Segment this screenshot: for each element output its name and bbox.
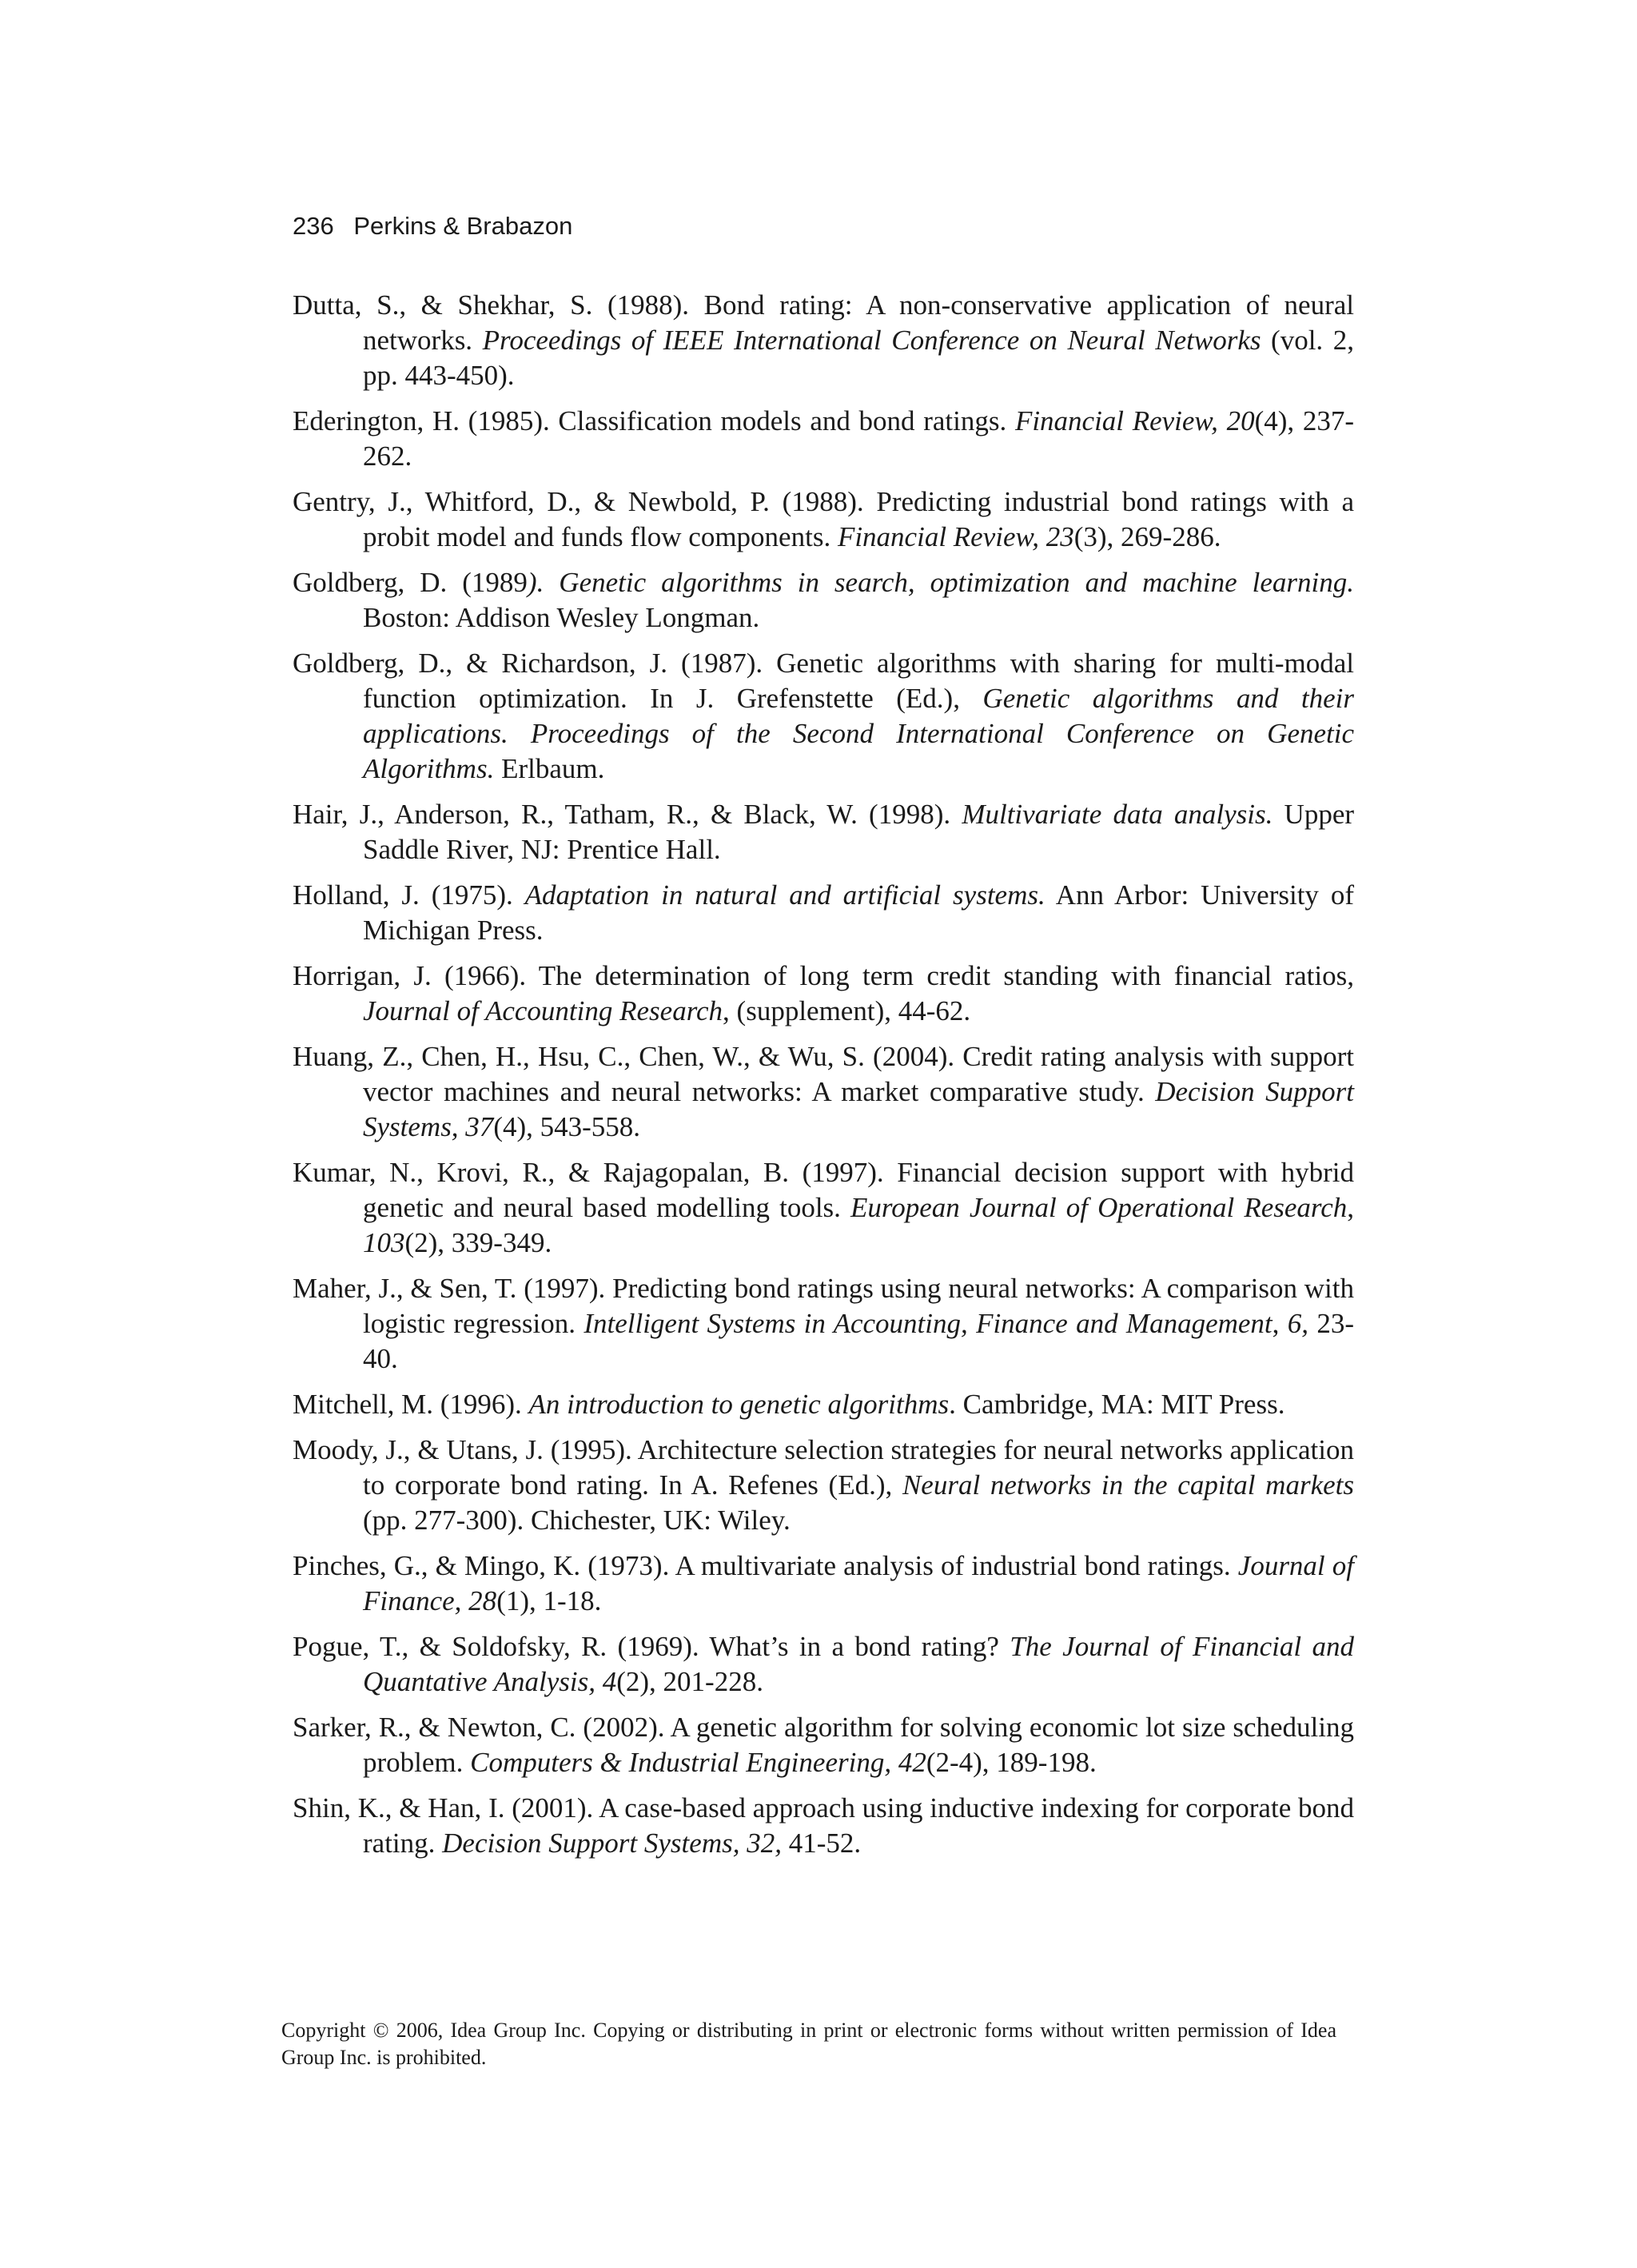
reference-text: Upper Saddle River, NJ: Prentice Hall. [363,799,1355,865]
reference-text: Holland, J. (1975). [293,879,525,911]
reference-entry [293,1155,1354,1261]
reference-entry [293,1629,1354,1700]
reference-text: Maher, J., & Sen, T. (1997). Predicting bond ratings using neural networks: A comparison with logistic regression. [293,1273,1354,1339]
reference-text: Kumar, N., Krovi, R., & Rajagopalan, B. (1997). Financial decision support with hybrid genetic and neural based modelling tools. [293,1157,1354,1223]
reference-text: Horrigan, J. (1966). The determination of long term credit standing with financial ratios, [293,960,1354,991]
reference-italic-text: Journal of Finance, 28 [363,1550,1354,1616]
reference-text: , [1347,1192,1354,1223]
reference-text: Mitchell, M. (1996). [293,1389,529,1420]
reference-italic-text: ). Genetic algorithms in search, optimization and machine learning. [527,567,1354,598]
reference-text: Pogue, T., & Soldofsky, R. (1969). What’s in a bond rating? [293,1631,1010,1662]
reference-text: (4), 543-558. [493,1111,641,1142]
reference-italic-text: The Journal of Financial and Quantative Analysis, 4 [363,1631,1354,1697]
reference-italic-text: Adaptation in natural and artificial systems. [524,879,1046,911]
reference-text: (pp. 277-300). Chichester, UK: Wiley. [363,1505,791,1536]
reference-text: 41-52. [781,1828,862,1859]
reference-entry [293,878,1354,948]
reference-text: 23-40. [363,1308,1354,1374]
reference-entry [293,1039,1354,1145]
copyright-notice: Copyright © 2006, Idea Group Inc. Copying or distributing in print or electronic forms without written permission of Idea Group Inc. is prohibited. [281,2019,1336,2069]
reference-entry [293,484,1354,555]
reference-entry [293,797,1354,867]
reference-text: (2), 201-228. [616,1666,763,1697]
reference-text: Erlbaum. [494,753,605,784]
reference-entry [293,1387,1354,1422]
reference-entry [293,646,1354,787]
reference-italic-text: Journal of Accounting Research [363,995,723,1026]
reference-text: , (supplement), 44-62. [723,995,971,1026]
reference-entry [293,288,1354,393]
reference-text: Ann Arbor: University of Michigan Press. [363,879,1354,946]
reference-italic-text: Genetic algorithms and their applications. Proceedings of the Second International Conference on Genetic Algorithms. [363,683,1354,784]
reference-italic-text: European Journal of Operational Research [850,1192,1348,1223]
reference-text: Goldberg, D., & Richardson, J. (1987). Genetic algorithms with sharing for multi-modal function optimization. In J. Grefenstette (Ed.), [293,648,1354,714]
reference-italic-text: Decision Support Systems, 32, [442,1828,782,1859]
reference-text: Moody, J., & Utans, J. (1995). Architecture selection strategies for neural networks application to corporate bond rating. In A. Refenes (Ed.), [293,1434,1354,1501]
reference-entry [293,959,1354,1029]
reference-italic-text: 103 [363,1227,405,1258]
running-header [293,210,572,242]
reference-italic-text: 6, [1287,1308,1308,1339]
reference-text: (2-4), 189-198. [926,1747,1097,1778]
reference-text: , [1272,1308,1288,1339]
reference-text: Sarker, R., & Newton, C. (2002). A genetic algorithm for solving economic lot size scheduling problem. [293,1712,1354,1778]
reference-text: Boston: Addison Wesley Longman. [363,602,760,633]
reference-text: Huang, Z., Chen, H., Hsu, C., Chen, W., & Wu, S. (2004). Credit rating analysis with support vector machines and neural networks: A market comparative study. [293,1041,1354,1107]
reference-entry [293,1791,1354,1861]
reference-text: Goldberg, D. (1989 [293,567,528,598]
reference-entry [293,404,1354,474]
reference-entry [293,1710,1354,1780]
reference-italic-text: An introduction to genetic algorithms [528,1389,950,1420]
reference-italic-text: Proceedings of IEEE International Conference on Neural Networks [482,325,1261,356]
reference-italic-text: Intelligent Systems in Accounting, Finance and Management [584,1308,1273,1339]
reference-text: . Cambridge, MA: MIT Press. [949,1389,1285,1420]
reference-entry [293,1433,1354,1538]
reference-entry [293,1549,1354,1619]
reference-list [293,288,1354,1871]
reference-italic-text: Computers & Industrial Engineering, 42 [470,1747,926,1778]
reference-text: Dutta, S., & Shekhar, S. (1988). Bond rating: A non-conservative application of neural networks. [293,289,1354,356]
reference-text: Pinches, G., & Mingo, K. (1973). A multivariate analysis of industrial bond ratings. [293,1550,1238,1581]
reference-text: (2), 339-349. [404,1227,552,1258]
reference-italic-text: Decision Support Systems, 37 [363,1076,1354,1142]
running-title: Perkins & Brabazon [353,212,573,240]
reference-italic-text: Financial Review, 20 [1014,405,1255,436]
page-number: 236 [293,212,334,240]
reference-text: Ederington, H. (1985). Classification models and bond ratings. [293,405,1015,436]
reference-text: (vol. 2, pp. 443-450). [363,325,1355,391]
reference-italic-text: Multivariate data analysis. [962,799,1273,830]
reference-text: Shin, K., & Han, I. (2001). A case-based approach using inductive indexing for corporate bond rating. [293,1792,1354,1859]
reference-entry [293,1271,1354,1377]
reference-entry [293,565,1354,636]
reference-text: (1), 1-18. [496,1585,602,1616]
reference-italic-text: Financial Review, 23 [837,521,1074,552]
reference-text: (4), 237-262. [363,405,1355,472]
reference-italic-text: Neural networks in the capital markets [902,1469,1354,1501]
reference-text: Hair, J., Anderson, R., Tatham, R., & Black, W. (1998). [293,799,962,830]
reference-text: (3), 269-286. [1073,521,1221,552]
reference-text: Gentry, J., Whitford, D., & Newbold, P. (1988). Predicting industrial bond ratings with a probit model and funds flow components. [293,486,1354,552]
